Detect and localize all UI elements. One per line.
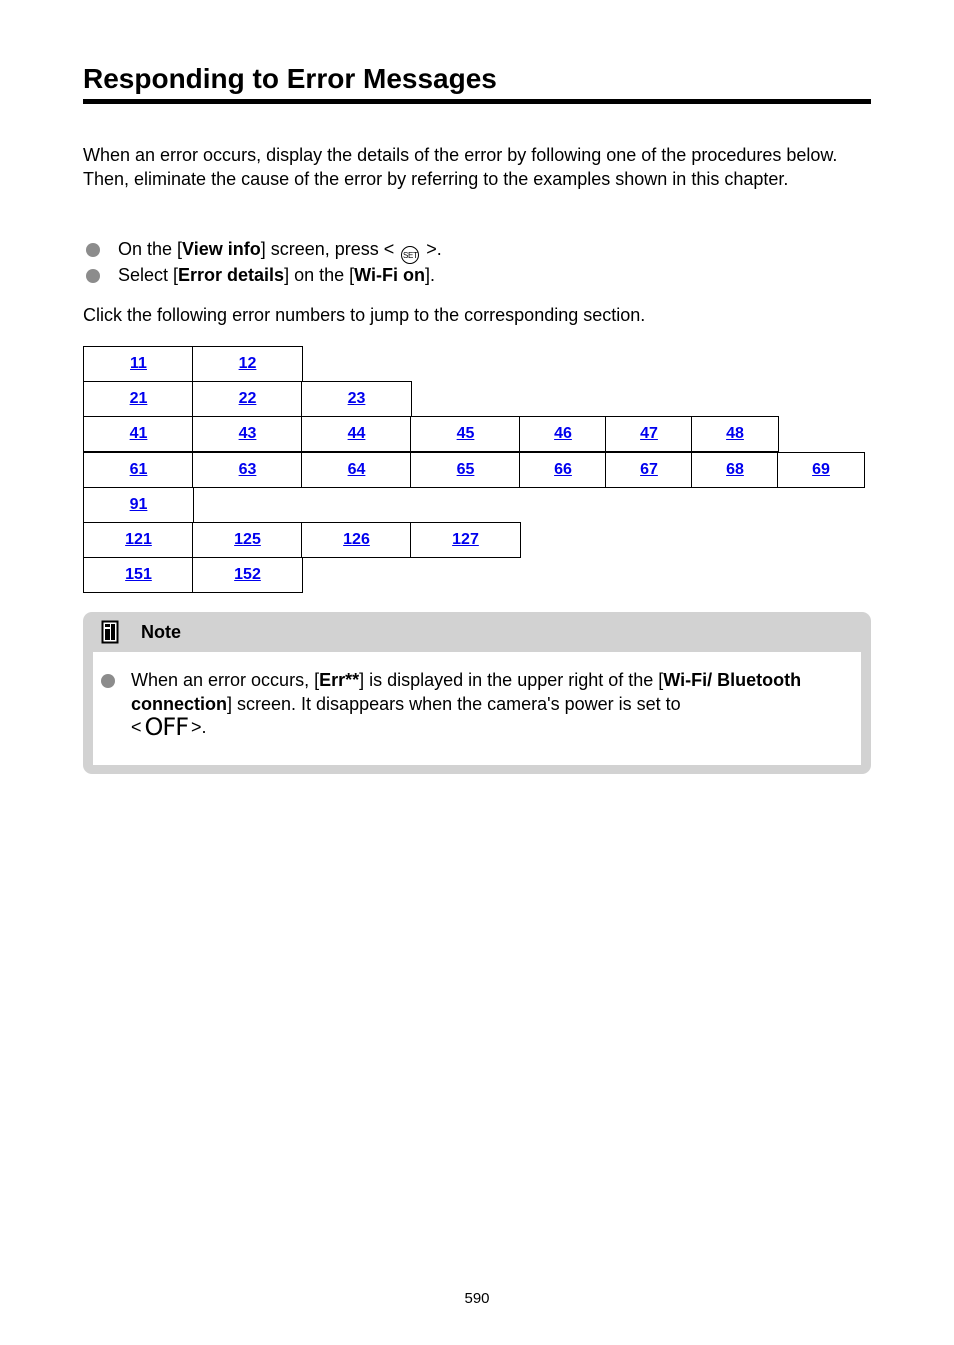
error-link-152[interactable]: 152: [234, 566, 261, 583]
error-cell: [83, 416, 194, 452]
error-link-121[interactable]: 121: [125, 531, 152, 548]
error-link-11[interactable]: 11: [130, 355, 147, 372]
note-box: [83, 612, 871, 774]
note-label: Note: [141, 622, 181, 642]
bullet-icon: [86, 243, 100, 257]
error-link-63[interactable]: 63: [238, 461, 257, 478]
error-cell: [410, 452, 521, 488]
set-button-icon: SET: [401, 246, 419, 264]
off-mode-icon: OFF: [144, 713, 189, 741]
bullet-icon: [86, 269, 100, 283]
error-link-66[interactable]: 66: [554, 461, 572, 478]
jump-instructions: Click the following error numbers to jump to the corresponding section.: [83, 305, 646, 325]
error-cell: [83, 557, 194, 593]
error-link-64[interactable]: 64: [347, 461, 366, 478]
error-cell: [192, 452, 303, 488]
note-icon: [101, 620, 119, 644]
page-number: 590: [464, 1290, 490, 1307]
note-content: [93, 652, 861, 765]
error-link-91[interactable]: 91: [129, 496, 148, 513]
error-cell: [691, 416, 779, 452]
error-link-67[interactable]: 67: [640, 461, 658, 478]
error-link-22[interactable]: 22: [238, 390, 257, 407]
error-number-table: [83, 346, 871, 593]
error-link-44[interactable]: 44: [347, 425, 366, 442]
error-link-21[interactable]: 21: [129, 390, 148, 407]
page-title: Responding to Error Messages: [83, 63, 497, 94]
error-link-61[interactable]: 61: [129, 461, 148, 478]
error-cell: [301, 381, 412, 417]
error-link-23[interactable]: 23: [347, 390, 366, 407]
error-cell: [83, 487, 194, 523]
error-link-68[interactable]: 68: [726, 461, 744, 478]
procedure-item-view-info: On the [View info] screen, press < SET >.: [83, 238, 442, 264]
error-cell: [192, 381, 303, 417]
bullet-icon: [101, 674, 115, 688]
error-link-47[interactable]: 47: [640, 425, 658, 442]
error-cell: [301, 522, 412, 558]
error-cell: [301, 452, 412, 488]
error-link-151[interactable]: 151: [125, 566, 152, 583]
error-link-45[interactable]: 45: [456, 425, 475, 442]
error-link-12[interactable]: 12: [238, 355, 257, 372]
error-link-48[interactable]: 48: [726, 425, 744, 442]
error-link-43[interactable]: 43: [238, 425, 257, 442]
procedure-list: [83, 238, 442, 288]
note-text: When an error occurs, [Err**] is displayed in the upper right of the [Wi-Fi/ Bluetooth connection] screen. It disappears when the camera's power is set to < OFF >.: [131, 670, 802, 741]
error-cell: [83, 346, 194, 382]
error-cell: [691, 452, 779, 488]
error-link-125[interactable]: 125: [234, 531, 261, 548]
title-rule: [83, 99, 871, 104]
error-cell: [192, 416, 303, 452]
error-link-69[interactable]: 69: [812, 461, 830, 478]
error-cell: [605, 452, 693, 488]
error-link-65[interactable]: 65: [456, 461, 475, 478]
intro-paragraph: When an error occurs, display the details of the error by following one of the procedures below. Then, eliminate the cause of the error by referring to the examples shown in this chapter.: [83, 145, 838, 189]
error-cell: [777, 452, 865, 488]
error-cell: [410, 522, 521, 558]
error-cell: [605, 416, 693, 452]
error-link-127[interactable]: 127: [452, 531, 479, 548]
error-cell: [410, 416, 521, 452]
error-cell: [192, 522, 303, 558]
error-cell: [519, 416, 607, 452]
error-cell: [301, 416, 412, 452]
error-cell: [83, 452, 194, 488]
error-cell: [192, 557, 303, 593]
error-link-126[interactable]: 126: [343, 531, 370, 548]
error-link-41[interactable]: 41: [129, 425, 148, 442]
error-cell: [519, 452, 607, 488]
error-cell: [192, 346, 303, 382]
error-cell: [83, 522, 194, 558]
procedure-item-error-details: Select [Error details] on the [Wi-Fi on].: [83, 264, 442, 288]
error-cell: [83, 381, 194, 417]
error-link-46[interactable]: 46: [554, 425, 572, 442]
